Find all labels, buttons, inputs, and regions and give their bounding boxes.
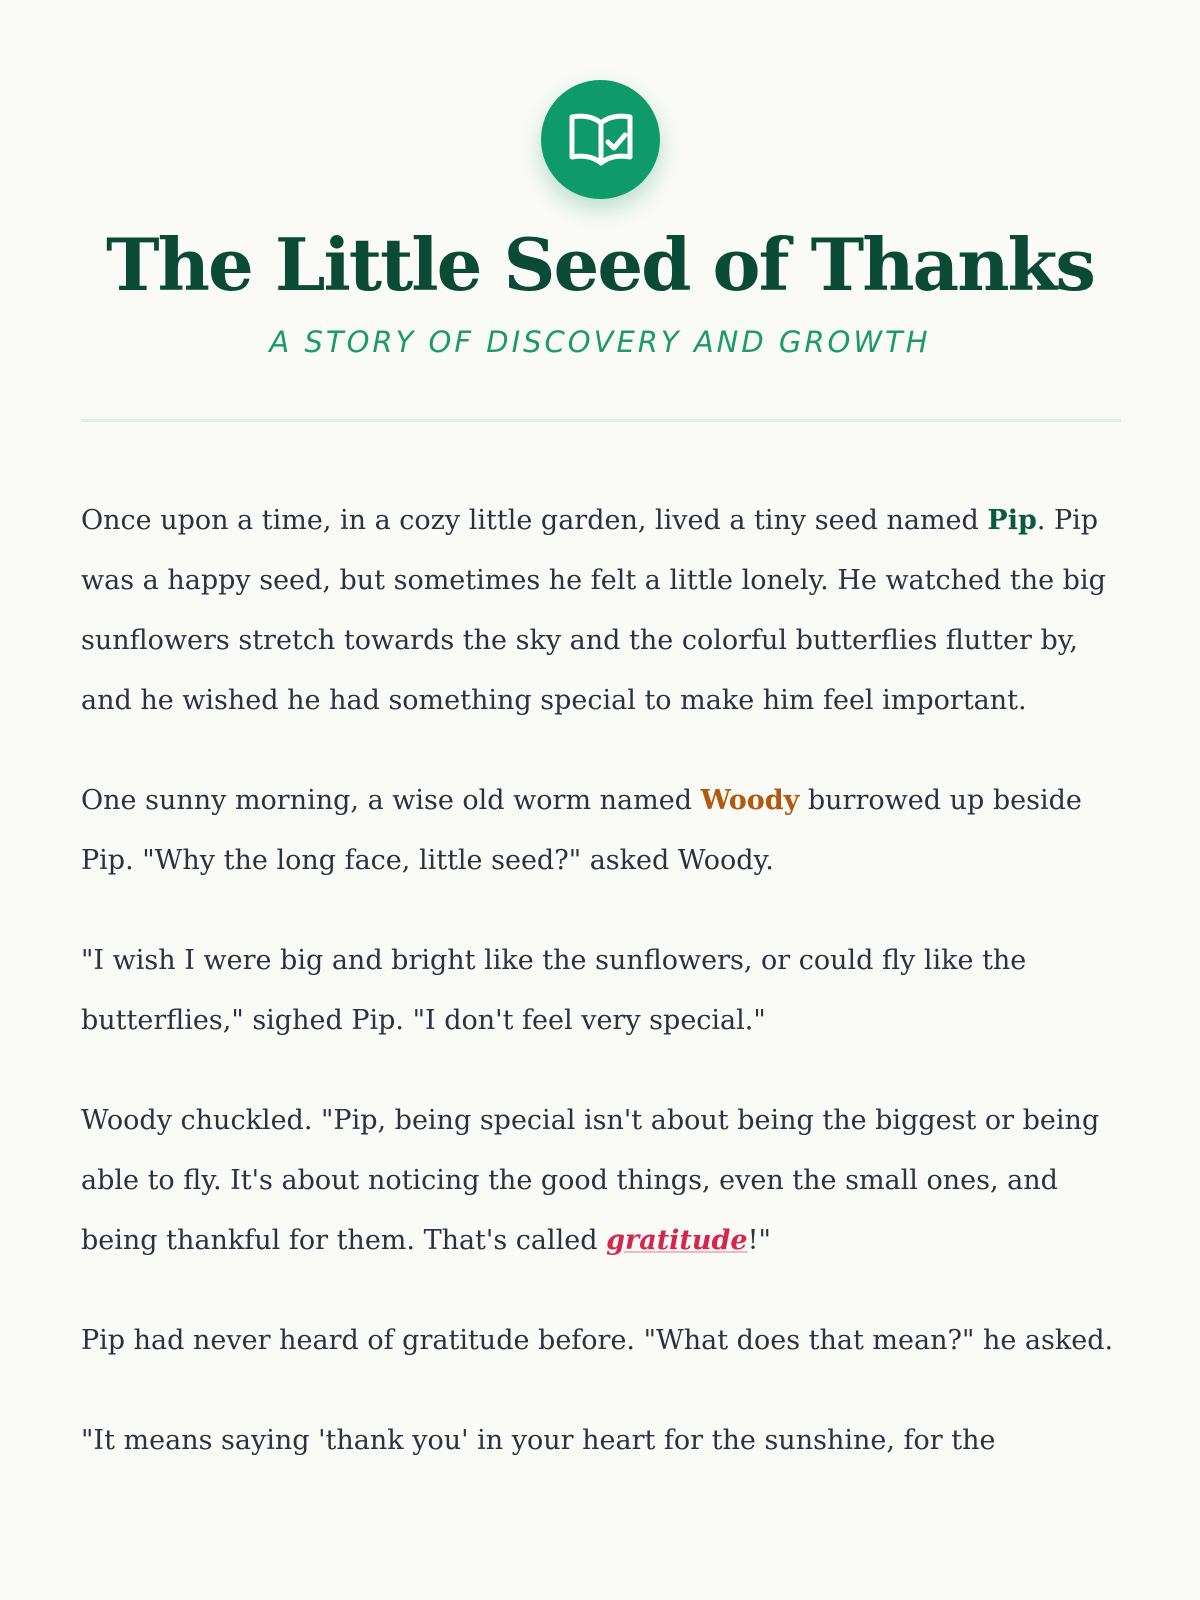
story-paragraph-5: Pip had never heard of gratitude before. "What does that mean?" he asked. bbox=[81, 1325, 1114, 1356]
open-book-check-icon bbox=[568, 109, 634, 171]
p2-text-before: One sunny morning, a wise old worm named bbox=[81, 785, 701, 816]
story-subtitle: A STORY OF DISCOVERY AND GROWTH bbox=[269, 325, 931, 359]
story-paragraph-1 bbox=[81, 491, 1121, 731]
p2-text-after: burrowed up beside Pip. "Why the long face, little seed?" asked Woody. bbox=[81, 785, 1082, 876]
p1-text-before: Once upon a time, in a cozy little garden, lived a tiny seed named bbox=[81, 505, 988, 536]
story-paragraph-2 bbox=[81, 771, 1121, 891]
story-logo bbox=[541, 80, 660, 199]
story-paragraph-6: "It means saying 'thank you' in your heart for the sunshine, for the bbox=[81, 1425, 996, 1456]
story-paragraph-3: "I wish I were big and bright like the sunflowers, or could fly like the butterflies," sighed Pip. "I don't feel very special." bbox=[81, 945, 1027, 1036]
story-title: The Little Seed of Thanks bbox=[106, 222, 1094, 307]
story-paragraph-4 bbox=[81, 1091, 1121, 1271]
p4-text-before: Woody chuckled. "Pip, being special isn't about being the biggest or being able to fly. It's about noticing the good things, even the small ones, and being thankful for them. That's called bbox=[81, 1105, 1100, 1256]
p1-text-after: . Pip was a happy seed, but sometimes he felt a little lonely. He watched the big sunflowers stretch towards the sky and the colorful butterflies flutter by, and he wished he had something special to make him feel important. bbox=[81, 505, 1106, 716]
highlighted-word-gratitude: gratitude bbox=[606, 1225, 748, 1256]
character-name-pip: Pip bbox=[987, 505, 1037, 536]
p4-text-after: !" bbox=[747, 1225, 771, 1256]
story-body bbox=[81, 491, 1121, 1511]
character-name-woody: Woody bbox=[700, 785, 800, 816]
header-divider bbox=[81, 419, 1121, 422]
